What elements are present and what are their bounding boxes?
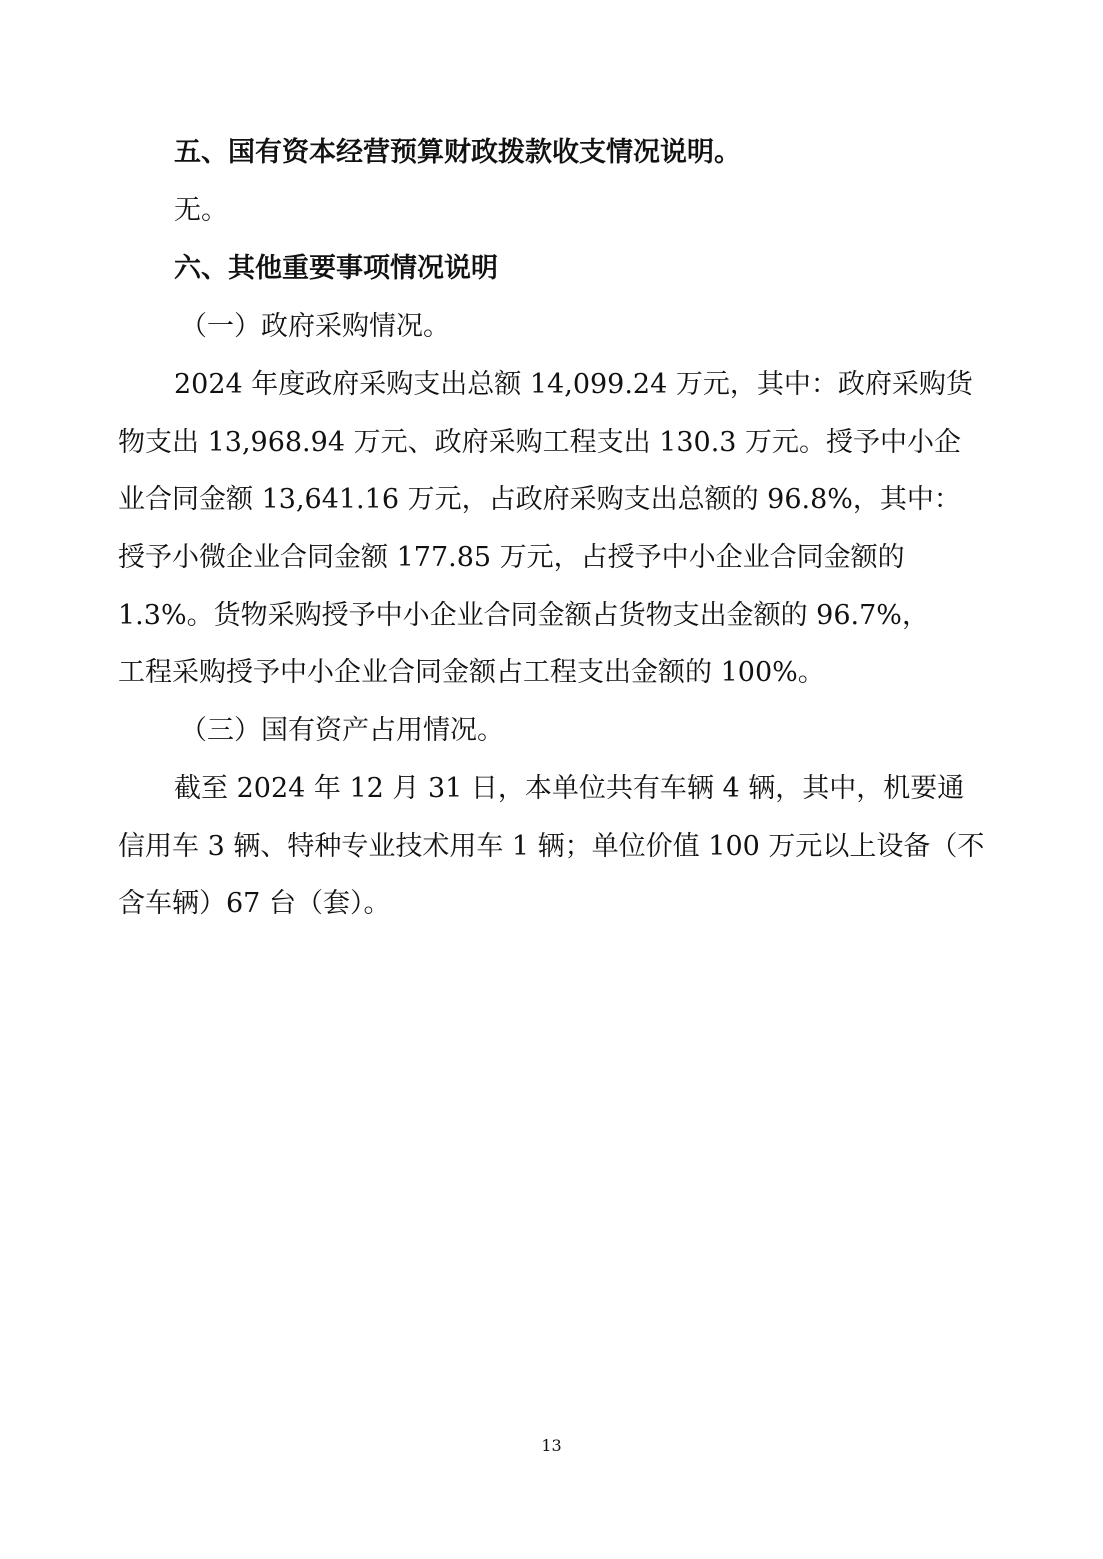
section-5-body: 无。 xyxy=(174,195,228,226)
procurement-paragraph-line: 物支出 13,968.94 万元、政府采购工程支出 130.3 万元。授予中小企 xyxy=(118,427,962,458)
assets-paragraph-line: 含车辆）67 台（套）。 xyxy=(118,888,391,919)
section-5-heading: 五、国有资本经营预算财政拨款收支情况说明。 xyxy=(174,137,741,168)
procurement-paragraph-line: 1.3%。货物采购授予中小企业合同金额占货物支出金额的 96.7%， xyxy=(118,600,929,631)
page-number: 13 xyxy=(541,1436,562,1455)
procurement-paragraph-line: 业合同金额 13,641.16 万元，占政府采购支出总额的 96.8%，其中： xyxy=(118,484,961,515)
procurement-subheading: （一）政府采购情况。 xyxy=(180,311,450,342)
assets-paragraph-line: 截至 2024 年 12 月 31 日，本单位共有车辆 4 辆，其中，机要通 xyxy=(174,773,965,804)
procurement-paragraph-line: 2024 年度政府采购支出总额 14,099.24 万元，其中：政府采购货 xyxy=(174,369,973,400)
assets-subheading: （三）国有资产占用情况。 xyxy=(180,715,504,746)
procurement-paragraph-line: 工程采购授予中小企业合同金额占工程支出金额的 100%。 xyxy=(118,657,825,688)
assets-paragraph-line: 信用车 3 辆、特种专业技术用车 1 辆；单位价值 100 万元以上设备（不 xyxy=(118,831,985,862)
section-6-heading: 六、其他重要事项情况说明 xyxy=(174,253,498,284)
procurement-paragraph-line: 授予小微企业合同金额 177.85 万元，占授予中小企业合同金额的 xyxy=(118,542,905,573)
